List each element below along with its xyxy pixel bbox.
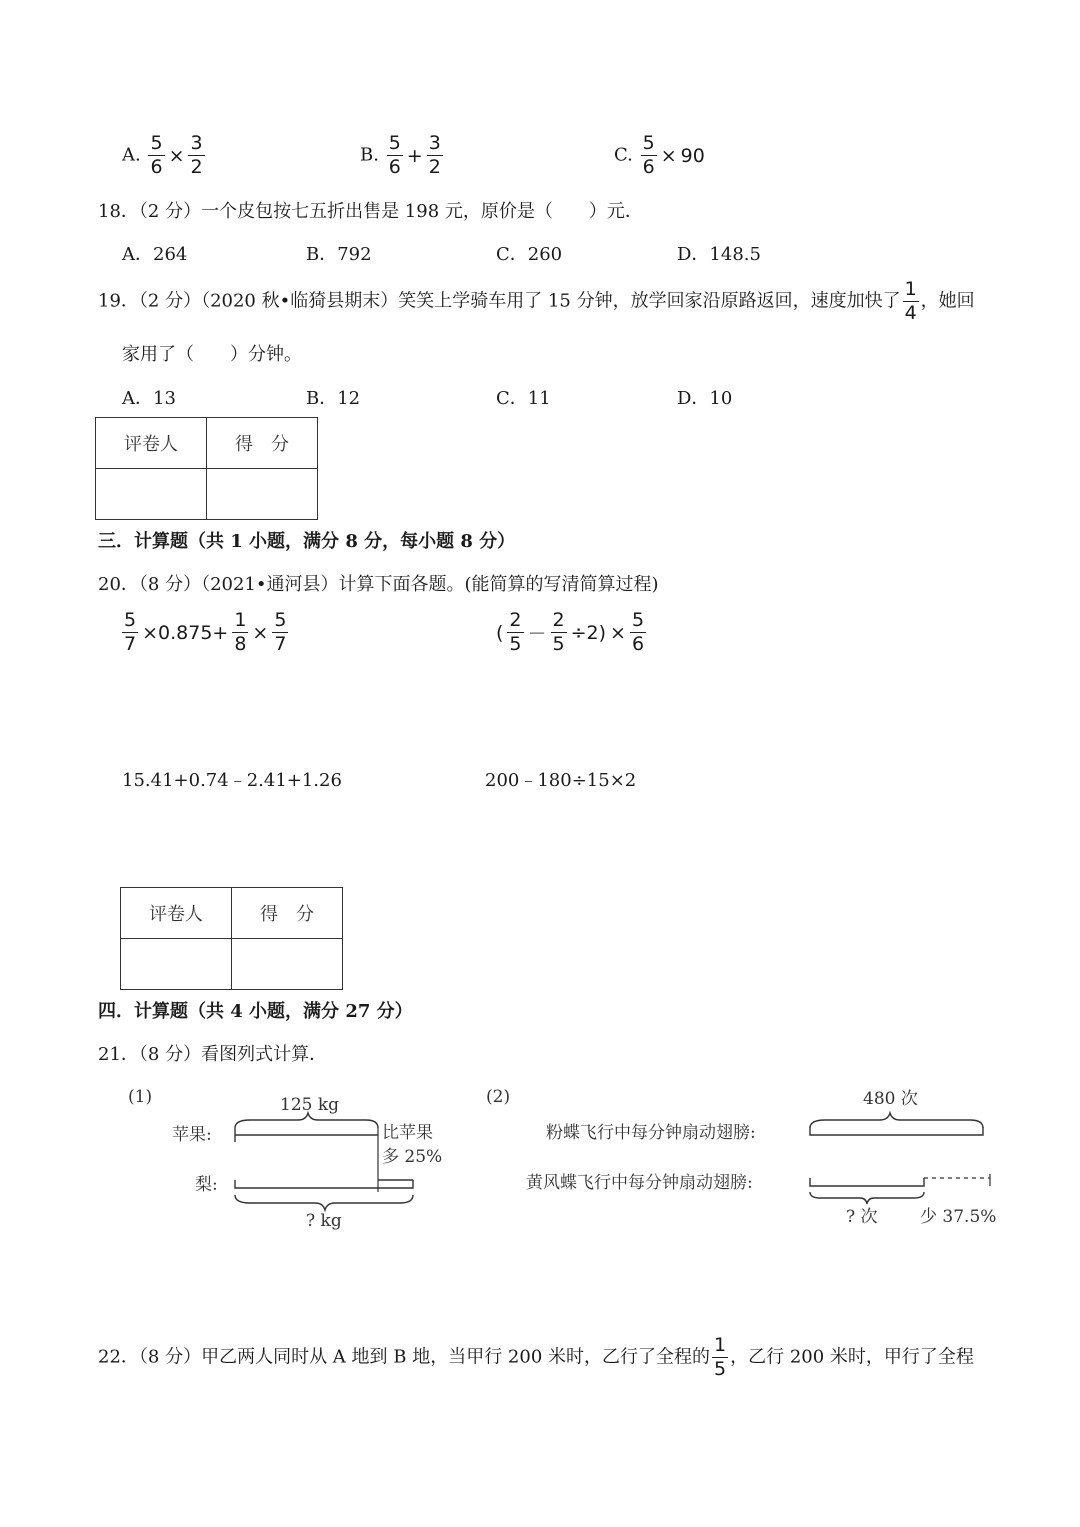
- diagram-number: (1): [128, 1087, 153, 1107]
- q21-text: 21．（8 分）看图列式计算．: [98, 1044, 328, 1065]
- pink-bar: [810, 1127, 983, 1135]
- q18-option-c: C．260: [496, 244, 563, 265]
- row-label-apple: 苹果:: [172, 1125, 212, 1145]
- reviewer-header: 评卷人: [96, 418, 207, 469]
- diagram-top-label: 125 kg: [280, 1095, 340, 1115]
- note-line2: 多 25%: [382, 1147, 443, 1167]
- operator: －: [527, 623, 547, 645]
- option-label: A.: [122, 144, 141, 166]
- option-label: B.: [360, 144, 379, 166]
- less-label: 少 37.5%: [920, 1207, 997, 1227]
- brace-top: [235, 1113, 378, 1128]
- row-label-pear: 梨:: [195, 1175, 218, 1195]
- q17-option-a: [122, 134, 207, 177]
- reviewer-header: 评卷人: [121, 888, 232, 939]
- q18-option-b: B．792: [306, 244, 372, 265]
- paren: (: [496, 621, 504, 644]
- diagram-number: (2): [486, 1087, 511, 1107]
- fraction: $\frac{3}{2}$: [190, 132, 203, 178]
- fraction: $\frac{5}{6}$: [150, 132, 163, 178]
- q19-option-d: D．10: [677, 388, 733, 409]
- grade-table: [95, 417, 318, 520]
- fraction: $\frac{5}{6}$: [388, 132, 401, 178]
- q19-text-part1: 19．（2 分）（2020 秋•临猗县期末）笑笑上学骑车用了 15 分钟，放学回家沿原路返回，速度加快了: [98, 290, 901, 312]
- q19-option-b: B．12: [306, 388, 361, 409]
- q20-expr-3: 15.41+0.74﹣2.41+1.26: [122, 770, 342, 791]
- fraction: $\frac{1}{5}$: [714, 1334, 727, 1380]
- q18-text: 18．（2 分）一个皮包按七五折出售是 198 元，原价是（ ）元．: [98, 201, 643, 222]
- q20-text: 20．（8 分）（2021•通河县）计算下面各题。(能简算的写清简算过程): [98, 574, 659, 595]
- q22-text-part2: ，乙行 200 米时，甲行了全程: [730, 1346, 974, 1368]
- pear-bar: [235, 1180, 413, 1188]
- q20-expr-4: 200﹣180÷15×2: [485, 770, 637, 791]
- row-label-yellow-butterfly: 黄风蝶飞行中每分钟扇动翅膀:: [526, 1173, 753, 1193]
- q19-text-line2: 家用了（ ）分钟。: [122, 344, 302, 365]
- section-3-title: 三．计算题（共 1 小题，满分 8 分，每小题 8 分）: [98, 531, 516, 552]
- fraction: $\frac{5}{7}$: [274, 609, 287, 655]
- brace-top: [810, 1113, 983, 1128]
- reviewer-cell[interactable]: [121, 939, 232, 990]
- q20-expr-2: [494, 611, 648, 654]
- expr-text: ÷2): [570, 621, 607, 644]
- grade-table: [120, 887, 343, 990]
- q17-option-b: [360, 134, 445, 177]
- q22-text: [98, 1336, 974, 1379]
- brace-bottom: [810, 1192, 924, 1204]
- score-cell[interactable]: [207, 469, 318, 520]
- q19-option-c: C．11: [496, 388, 551, 409]
- q18-option-d: D．148.5: [677, 244, 761, 265]
- diagram-2: [480, 1078, 1000, 1228]
- brace-bottom: [235, 1195, 413, 1210]
- diagram-top-label: 480 次: [863, 1089, 918, 1109]
- operand: 90: [680, 144, 705, 167]
- fraction: $\frac{3}{2}$: [428, 132, 441, 178]
- q20-expr-1: [120, 611, 290, 654]
- fraction: $\frac{1}{4}$: [904, 278, 917, 324]
- fraction: $\frac{5}{6}$: [631, 609, 645, 655]
- q18-option-a: A．264: [122, 244, 188, 265]
- q19-option-a: A．13: [122, 388, 176, 409]
- note-line1: 比苹果: [382, 1123, 433, 1143]
- question-label: ? 次: [846, 1207, 878, 1227]
- operator: ×: [610, 621, 626, 644]
- operator: +: [406, 144, 423, 167]
- reviewer-cell[interactable]: [96, 469, 207, 520]
- section-4-title: 四．计算题（共 4 小题，满分 27 分）: [98, 1001, 413, 1022]
- fraction: $\frac{2}{5}$: [509, 609, 522, 655]
- fraction: $\frac{2}{5}$: [552, 609, 565, 655]
- fraction: $\frac{5}{7}$: [124, 609, 137, 655]
- operator: ×: [660, 144, 677, 167]
- q17-option-c: [614, 134, 707, 177]
- option-label: C.: [614, 144, 633, 166]
- diagram-1: [120, 1080, 460, 1230]
- q19-text-part2: ，她回: [920, 290, 975, 312]
- row-label-pink-butterfly: 粉蝶飞行中每分钟扇动翅膀:: [546, 1123, 756, 1143]
- yellow-bar: [810, 1178, 924, 1186]
- q19-text: [98, 280, 975, 323]
- fraction: $\frac{5}{6}$: [642, 132, 655, 178]
- score-header: 得 分: [232, 888, 343, 939]
- diagram-bottom-label: ? kg: [306, 1211, 342, 1230]
- score-header: 得 分: [207, 418, 318, 469]
- operator: ×: [252, 621, 269, 644]
- expr-text: ×0.875+: [142, 621, 229, 644]
- q22-text-part1: 22．（8 分）甲乙两人同时从 A 地到 B 地，当甲行 200 米时，乙行了全程的: [98, 1346, 710, 1368]
- operator: ×: [168, 144, 185, 167]
- score-cell[interactable]: [232, 939, 343, 990]
- fraction: $\frac{1}{8}$: [234, 609, 247, 655]
